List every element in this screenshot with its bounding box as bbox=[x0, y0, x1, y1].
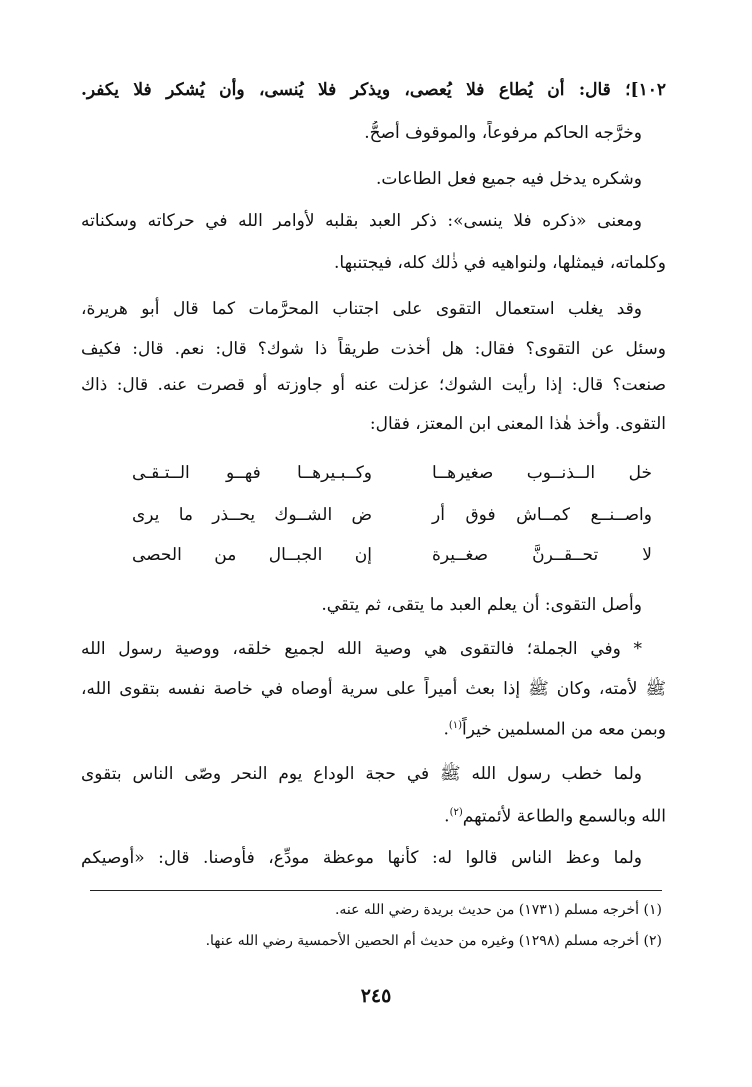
page-number: ٢٤٥ bbox=[360, 985, 392, 1007]
footnote-ref: (٢) bbox=[449, 807, 463, 818]
footnote-divider bbox=[90, 890, 662, 891]
text-line: وخرَّجه الحاكم مرفوعاً، والموقوف أصحُّ. bbox=[364, 123, 642, 143]
verse-row bbox=[132, 542, 652, 568]
text-line: ١٠٢]؛ قال: أن يُطاع فلا يُعصى، ويذكر فلا يُنسى، وأن يُشكر فلا يكفر. bbox=[81, 80, 666, 100]
verse-row bbox=[132, 502, 652, 528]
verse-second-hemistich: إن الجبــال من الحصى bbox=[132, 545, 372, 565]
verse-first-hemistich: لا تحــقــرنَّ صغــيرة bbox=[432, 545, 652, 565]
verse-second-hemistich: ض الشــوك يحــذر ما يرى bbox=[132, 505, 372, 525]
verse-second-hemistich: وكــبـيرهــا فهــو الــتـقـى bbox=[132, 463, 372, 483]
text-line: ولما خطب رسول الله ﷺ في حجة الوداع يوم النحر وصّى الناس بتقوى bbox=[81, 764, 642, 784]
text-line: وسئل عن التقوى؟ فقال: هل أخذت طريقاً ذا شوك؟ قال: نعم. قال: فكيف bbox=[81, 339, 666, 359]
footnote-ref: (١) bbox=[448, 720, 463, 731]
text-line: وكلماته، فيمثلها، ولنواهيه في ذٰلك كله، فيجتنبها. bbox=[333, 253, 666, 273]
text-line: وأصل التقوى: أن يعلم العبد ما يتقى، ثم يتقي. bbox=[321, 595, 642, 615]
text-line: وشكره يدخل فيه جميع فعل الطاعات. bbox=[375, 169, 642, 189]
text-line: ﷺ لأمته، وكان ﷺ إذا بعث أميراً على سرية أوصاه في خاصة نفسه بتقوى الله، bbox=[81, 679, 666, 699]
text-line: ومعنى «ذكره فلا ينسى»: ذكر العبد بقلبه لأوامر الله في حركاته وسكناته bbox=[81, 211, 642, 231]
verse-first-hemistich: خل الــذنــوب صغيرهــا bbox=[432, 463, 652, 483]
text-segment: وبمن معه من المسلمين خيراً bbox=[462, 719, 666, 740]
text-segment: الله وبالسمع والطاعة لأئمتهم bbox=[462, 806, 666, 827]
footnote: (٢) أخرجه مسلم (١٢٩٨) وغيره من حديث أم الحصين الأحمسية رضي الله عنها. bbox=[205, 933, 662, 949]
text-line: صنعت؟ قال: إذا رأيت الشوك؛ عزلت عنه أو جاوزته أو قصرت عنه. قال: ذاك bbox=[81, 375, 666, 395]
verse-first-hemistich: واصــنــع كمــاش فوق أر bbox=[432, 505, 652, 525]
verse-row bbox=[132, 460, 652, 486]
text-line: التقوى. وأخذ هٰذا المعنى ابن المعتز، فقال: bbox=[369, 414, 666, 434]
footnote: (١) أخرجه مسلم (١٧٣١) من حديث بريدة رضي الله عنه. bbox=[334, 902, 662, 918]
text-line: * وفي الجملة؛ فالتقوى هي وصية الله لجميع خلقه، ووصية رسول الله bbox=[81, 639, 642, 659]
text-line: وبمن معه من المسلمين خيراً$^{(١)}$. bbox=[443, 719, 666, 740]
text-line: ولما وعظ الناس قالوا له: كأنها موعظة مودِّع، فأوصنا. قال: «أوصيكم bbox=[81, 848, 642, 868]
text-line: وقد يغلب استعمال التقوى على اجتناب المحرَّمات كما قال أبو هريرة، bbox=[81, 299, 642, 319]
text-line: الله وبالسمع والطاعة لأئمتهم$^{(٢)}$. bbox=[444, 806, 666, 827]
